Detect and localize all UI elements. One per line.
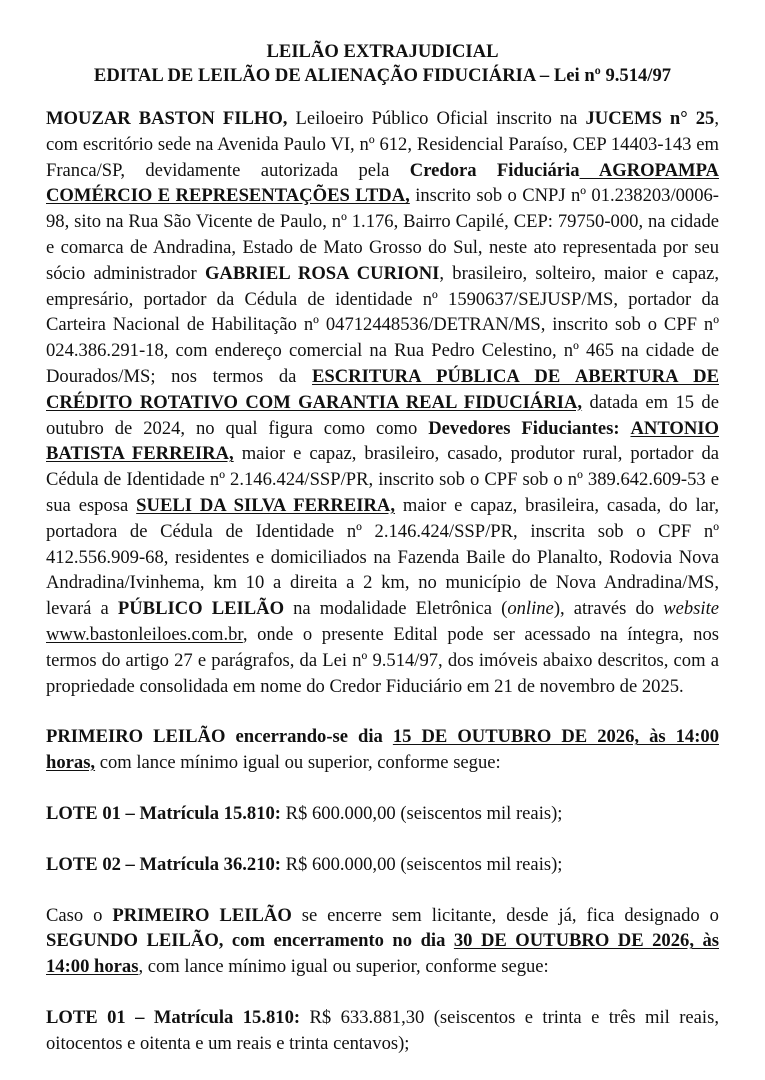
intro-text-1: Leiloeiro Público Oficial inscrito na: [287, 108, 586, 129]
intro-text-3: inscrito sob o CNPJ nº 01.238203/0006-98, sito na Rua São Vicente de Paulo, nº 1.176, Bairro Capilé, CEP: 79750-000, na cidade e comarca de Andradina, Estado de Mato Grosso do Sul, neste ato representada por seu sócio administrador: [46, 185, 720, 284]
website-word: website: [663, 598, 719, 620]
first-auction-date: 15 DE OUTUBRO DE 2026, às 14:00 horas,: [46, 726, 720, 774]
intro-text-11: , onde o presente Edital pode ser acessado na íntegra, nos termos do artigo 27 e parágrafos, da Lei nº 9.514/97, dos imóveis abaixo descritos, com a propriedade consolidada em nome do Credor Fiduciário em 21 de novembro de 2025.: [46, 623, 719, 697]
first-auction-rest: com lance mínimo igual ou superior, conforme segue:: [95, 752, 501, 774]
creditor-name: AGROPAMPA COMÉRCIO E REPRESENTAÇÕES LTDA,: [46, 159, 719, 207]
second-auction-label: SEGUNDO LEILÃO, com encerramento no dia: [46, 930, 454, 952]
creditor-label: Credora Fiduciária: [409, 159, 580, 181]
website-link[interactable]: www.bastonleiloes.com.br: [46, 623, 243, 645]
debtor-2-name: SUELI DA SILVA FERREIRA,: [136, 494, 395, 516]
second-auction-text-1: Caso o: [46, 904, 113, 926]
lot-value: R$ 600.000,00 (seiscentos mil reais);: [281, 853, 563, 875]
lot-label: LOTE 01 – Matrícula 15.810:: [46, 802, 281, 824]
lot-first-2: [46, 852, 719, 878]
second-auction-date: 30 DE OUTUBRO DE 2026, às 14:00 horas: [46, 930, 719, 978]
lot-label: LOTE 02 – Matrícula 36.210:: [46, 853, 281, 875]
online-word: online: [507, 598, 554, 620]
public-auction-label: PÚBLICO LEILÃO: [117, 598, 285, 620]
lot-label: LOTE 01 – Matrícula 15.810:: [46, 1006, 301, 1028]
lot-value: R$ 633.881,30 (seiscentos e trinta e três mil reais, oitocentos e oitenta e um reais e trinta centavos);: [46, 1006, 719, 1054]
partner-name: GABRIEL ROSA CURIONI: [204, 262, 440, 284]
deed-title: ESCRITURA PÚBLICA DE ABERTURA DE CRÉDITO ROTATIVO COM GARANTIA REAL FIDUCIÁRIA,: [46, 365, 719, 413]
intro-text-4: , brasileiro, solteiro, maior e capaz, empresário, portador da Cédula de identidade nº 1590637/SEJUSP/MS, portador da Carteira Nacional de Habilitação nº 04712448536/DETRAN/MS, inscrito sob o CPF nº 024.386.291-18, com endereço comercial na Rua Pedro Celestino, nº 465 na cidade de Dourados/MS; nos termos da: [46, 262, 719, 387]
lot-first-1: [46, 801, 719, 827]
document-title: [46, 40, 719, 88]
first-auction-label: PRIMEIRO LEILÃO encerrando-se dia: [46, 726, 393, 748]
first-auction-paragraph: [46, 724, 719, 776]
title-line-2: EDITAL DE LEILÃO DE ALIENAÇÃO FIDUCIÁRIA – Lei nº 9.514/97: [93, 65, 672, 86]
auctioneer-name: MOUZAR BASTON FILHO,: [46, 108, 288, 129]
intro-text-8: na modalidade Eletrônica (: [284, 598, 508, 620]
first-auction-ref: PRIMEIRO LEILÃO: [112, 904, 292, 926]
intro-text-5: datada em 15 de outubro de 2024, no qual figura como como: [46, 391, 719, 439]
lot-value: R$ 600.000,00 (seiscentos mil reais);: [281, 802, 563, 824]
intro-text-9: ), através do: [553, 598, 664, 620]
title-line-1: LEILÃO EXTRAJUDICIAL: [266, 41, 499, 62]
intro-text-7: maior e capaz, brasileira, casada, do lar, portadora de Cédula de Identidade nº 2.146.424/SSP/PR, inscrita sob o CPF nº 412.556.909-68, residentes e domiciliados na Fazenda Baile do Planalto, Rodovia Nova Andradina/Ivinhema, km 10 a direita a 2 km, no município de Nova Andradina/MS, levará a: [46, 494, 720, 620]
intro-text-2: , com escritório sede na Avenida Paulo VI, nº 612, Residencial Paraíso, CEP 14403-143 em Franca/SP, devidamente autorizada pela: [46, 108, 719, 181]
second-auction-text-2: se encerre sem licitante, desde já, fica designado o: [291, 904, 719, 926]
debtor-1-name: ANTONIO BATISTA FERREIRA,: [46, 417, 719, 465]
intro-paragraph: [46, 106, 719, 699]
second-auction-rest: , com lance mínimo igual ou superior, conforme segue:: [138, 956, 549, 978]
debtors-label: Devedores Fiduciantes:: [428, 417, 620, 439]
lot-second-1: [46, 1005, 719, 1057]
intro-text-6: maior e capaz, brasileiro, casado, produtor rural, portador da Cédula de Identidade nº 2.146.424/SSP/PR, inscrito sob o CPF sob o nº 389.642.609-53 e sua esposa: [46, 443, 719, 516]
second-auction-paragraph: [46, 903, 719, 980]
jucems-registration: JUCEMS n° 25: [585, 108, 715, 129]
